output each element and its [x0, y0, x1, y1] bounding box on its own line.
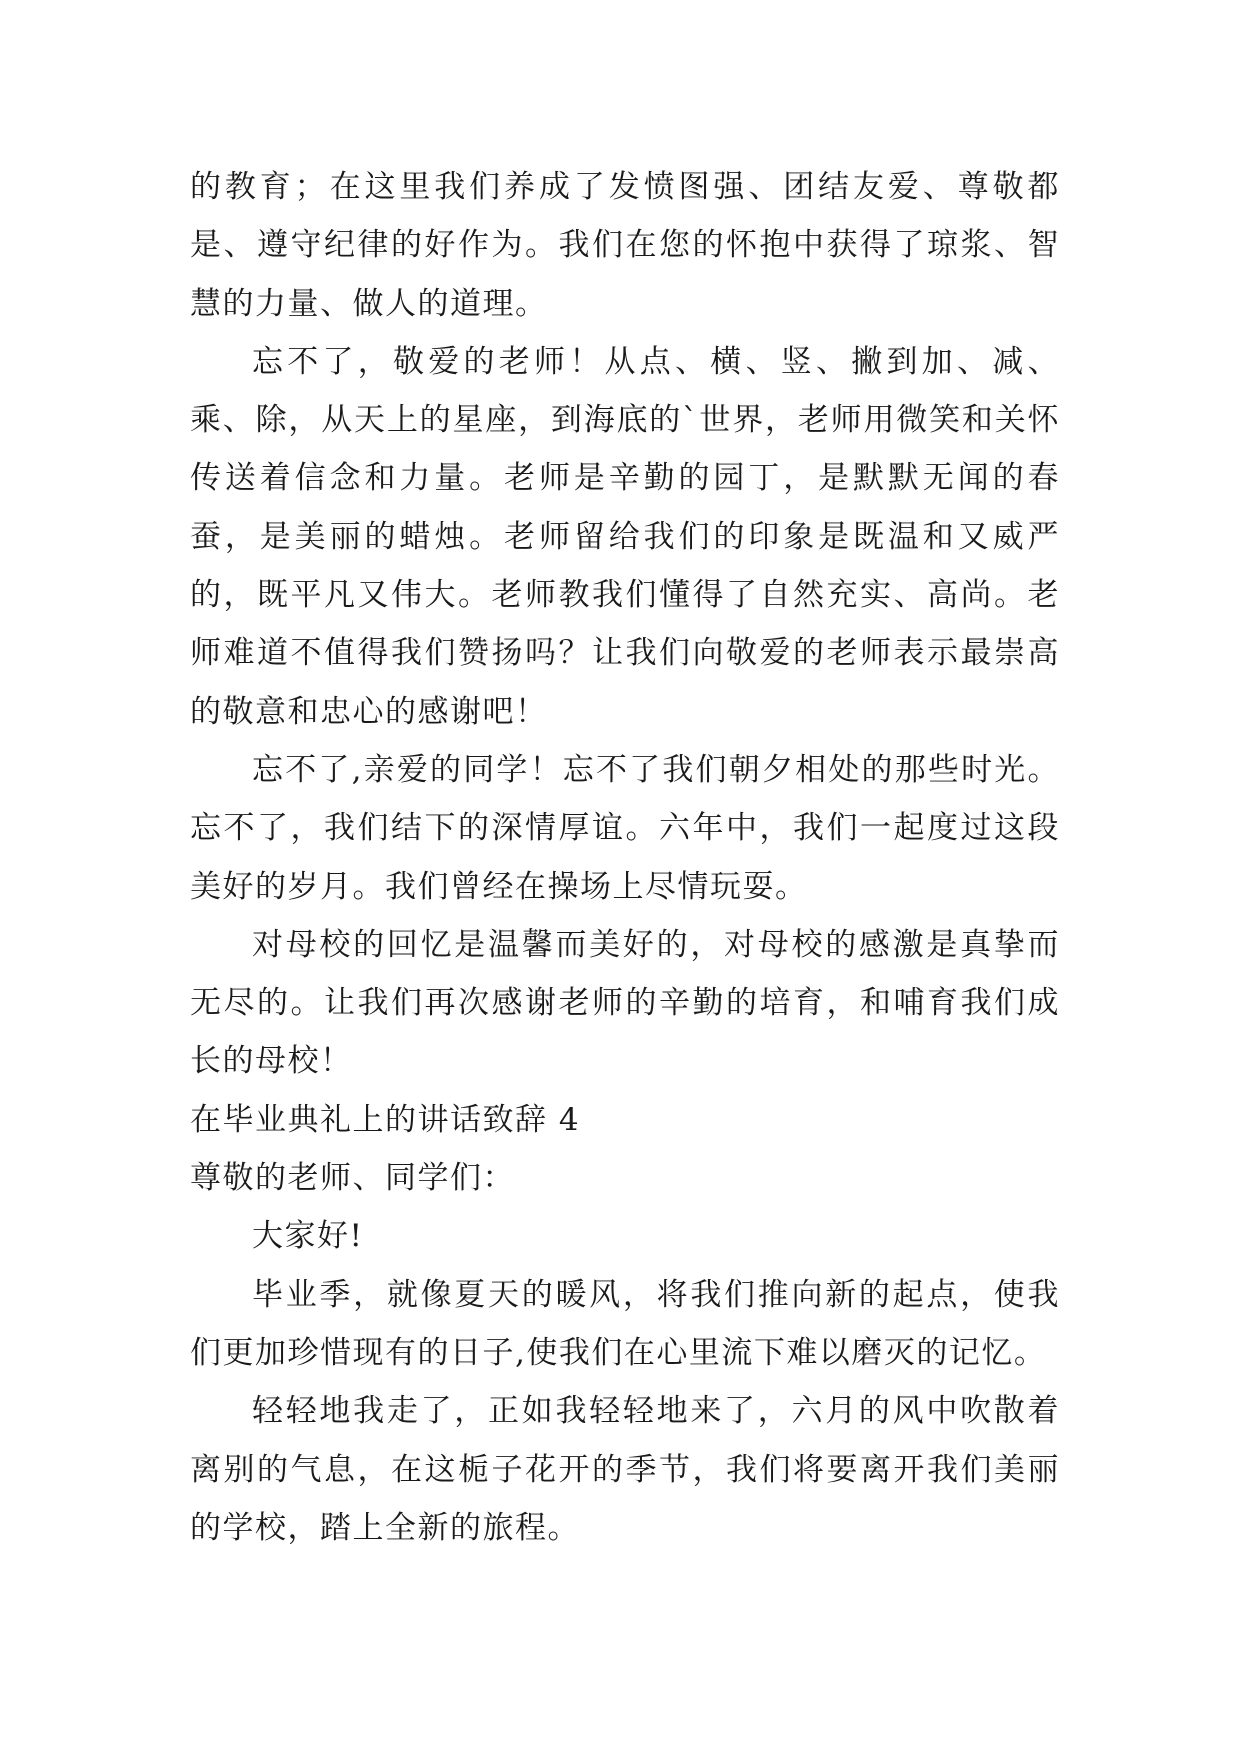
salutation: 尊敬的老师、同学们： [190, 1160, 515, 1197]
document-body [190, 158, 1060, 1557]
paragraph-alma-mater: 对母校的回忆是温馨而美好的，对母校的感激是真挚而无尽的。让我们再次感谢老师的辛勤的培育，和哺育我们成长的母校！ [190, 926, 1060, 1080]
paragraph-education: 的教育；在这里我们养成了发愤图强、团结友爱、尊敬都是、遵守纪律的好作为。我们在您的怀抱中获得了琼浆、智慧的力量、做人的道理。 [190, 169, 1060, 322]
section-heading: 在毕业典礼上的讲话致辞 4 [190, 1101, 581, 1138]
greeting: 大家好! [252, 1218, 364, 1255]
paragraph-graduation-season: 毕业季，就像夏天的暖风，将我们推向新的起点，使我们更加珍惜现有的日子,使我们在心里流下难以磨灭的记忆。 [190, 1276, 1060, 1371]
paragraph-teachers: 忘不了，敬爱的老师！从点、横、竖、撇到加、减、乘、除，从天上的星座，到海底的`世界，老师用微笑和关怀传送着信念和力量。老师是辛勤的园丁，是默默无闻的春蚕，是美丽的蜡烛。老师留给我们的印象是既温和又威严的，既平凡又伟大。老师教我们懂得了自然充实、高尚。老师难道不值得我们赞扬吗？让我们向敬爱的老师表示最崇高的敬意和忠心的感谢吧！ [190, 343, 1060, 730]
paragraph-classmates: 忘不了,亲爱的同学！忘不了我们朝夕相处的那些时光。忘不了，我们结下的深情厚谊。六年中，我们一起度过这段美好的岁月。我们曾经在操场上尽情玩耍。 [190, 751, 1060, 905]
paragraph-farewell: 轻轻地我走了，正如我轻轻地来了，六月的风中吹散着离别的气息，在这栀子花开的季节，我们将要离开我们美丽的学校，踏上全新的旅程。 [190, 1393, 1060, 1546]
